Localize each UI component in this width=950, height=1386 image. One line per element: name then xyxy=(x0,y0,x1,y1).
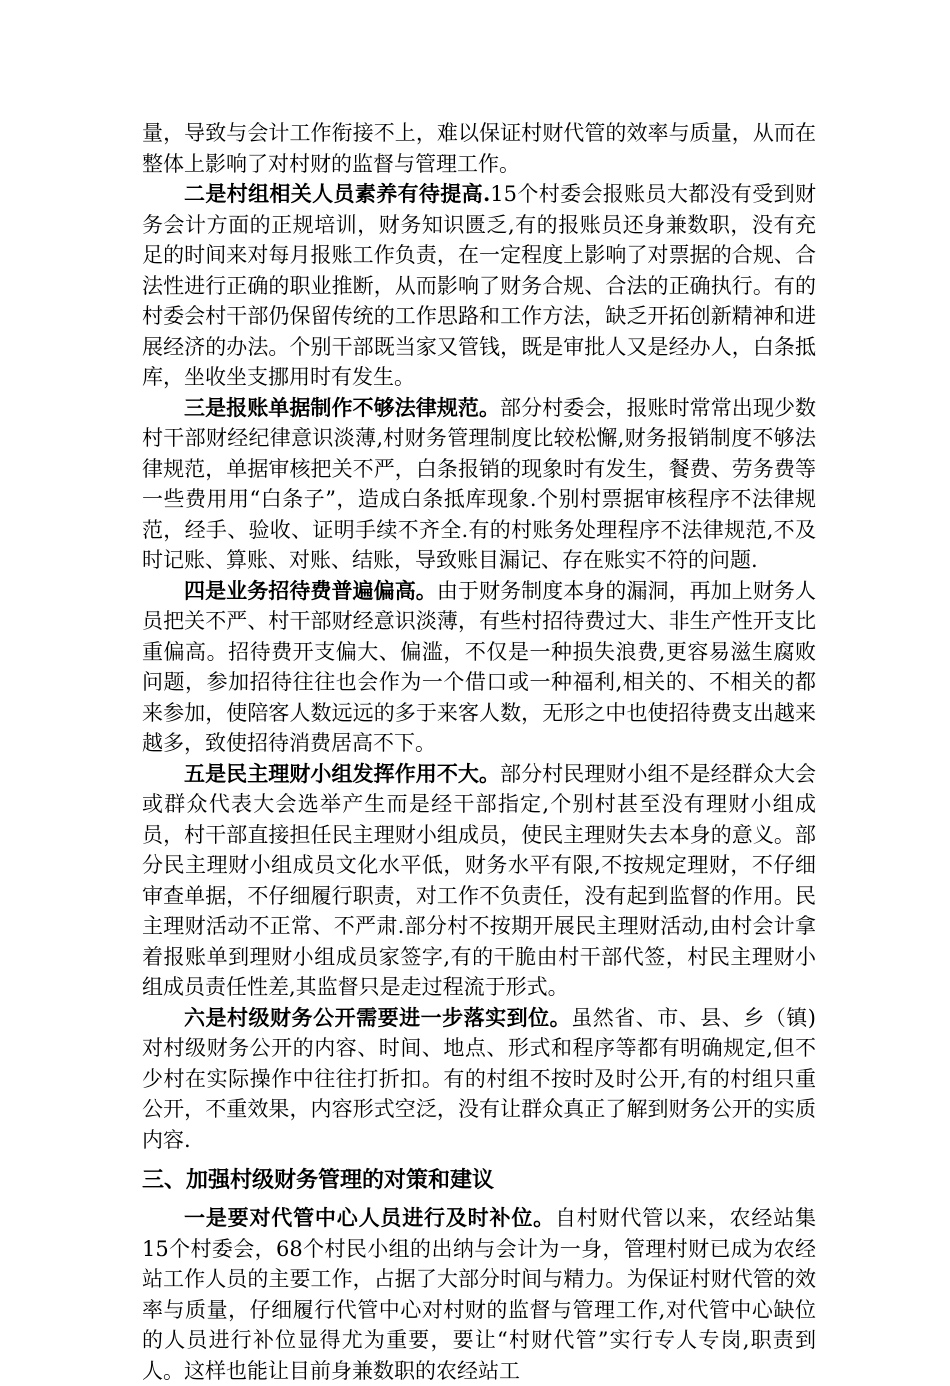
paragraph-3 xyxy=(142,576,816,759)
paragraph-text: 由于财务制度本身的漏洞，再加上财务人员把关不严、村干部财经意识淡薄，有些村招待费过大、非生产性开支比重偏高。招待费开支偏大、偏滥，不仅是一种损失浪费,更容易滋生腐败问题，参加招待往往也会作为一个借口或一种福利,相关的、不相关的都来参加，使陪客人数远远的多于来客人数，无形之中也使招待费支出越来越多，致使招待消费居高不下。 xyxy=(142,578,816,755)
paragraph-lead: 五是民主理财小组发挥作用不大。 xyxy=(184,760,501,786)
paragraph-lead: 六是村级财务公开需要进一步落实到位。 xyxy=(184,1004,572,1030)
paragraph-lead: 三是报账单据制作不够法律规范。 xyxy=(184,394,501,420)
paragraph-text: 15个村委会报账员大都没有受到财务会计方面的正规培训，财务知识匮乏,有的报账员还身兼数职，没有充足的时间来对每月报账工作负责，在一定程度上影响了对票据的合规、合法性进行正确的职业推断，从而影响了财务合规、合法的正确执行。有的村委会村干部仍保留传统的工作思路和工作方法，缺乏开拓创新精神和进展经济的办法。个别干部既当家又管钱，既是审批人又是经办人，白条抵库，坐收坐支挪用时有发生。 xyxy=(142,182,816,389)
paragraph-5 xyxy=(142,1003,816,1156)
paragraph-4 xyxy=(142,759,816,1003)
paragraph-2 xyxy=(142,393,816,576)
paragraph-lead: 一是要对代管中心人员进行及时补位。 xyxy=(184,1205,555,1230)
paragraph-1 xyxy=(142,179,816,393)
paragraph-lead: 二是村组相关人员素养有待提高. xyxy=(184,181,491,206)
paragraph-text: 部分村民理财小组不是经群众大会或群众代表大会选举产生而是经干部指定,个别村甚至没有理财小组成员，村干部直接担任民主理财小组成员，使民主理财失去本身的意义。部分民主理财小组成员文化水平低，财务水平有限,不按规定理财，不仔细审查单据，不仔细履行职责，对工作不负责任，没有起到监督的作用。民主理财活动不正常、不严肃.部分村不按期开展民主理财活动,由村会计拿着报账单到理财小组成员家签字,有的干脆由村干部代签，村民主理财小组成员责任性差,其监督只是走过程流于形式。 xyxy=(142,761,817,999)
paragraph-text: 量，导致与会计工作衔接不上，难以保证村财代管的效率与质量，从而在整体上影响了对村财的监督与管理工作。 xyxy=(142,121,816,176)
paragraph-0 xyxy=(142,118,816,179)
paragraph-text: 部分村委会，报账时常常出现少数村干部财经纪律意识淡薄,村财务管理制度比较松懈,财务报销制度不够法律规范，单据审核把关不严，白条报销的现象时有发生，餐费、劳务费等一些费用用“白条子”，造成白条抵库现象.个别村票据审核程序不法律规范，经手、验收、证明手续不齐全.有的村账务处理程序不法律规范,不及时记账、算账、对账、结账，导致账目漏记、存在账实不符的问题. xyxy=(142,395,817,572)
document-page xyxy=(142,118,816,1386)
paragraph-text: 自村财代管以来，农经站集15个村委会，68个村民小组的出纳与会计为一身，管理村财已成为农经站工作人员的主要工作，占据了大部分时间与精力。为保证村财代管的效率与质量，仔细履行代管中心对村财的监督与管理工作,对代管中心缺位的人员进行补位显得尤为重要，要让“村财代管”实行专人专岗,职责到人。这样也能让目前身兼数职的农经站工 xyxy=(142,1206,817,1383)
paragraph-lead: 四是业务招待费普遍偏高。 xyxy=(184,577,437,603)
paragraph-text: 虽然省、市、县、乡（镇)对村级财务公开的内容、时间、地点、形式和程序等都有明确规定,但不少村在实际操作中往往打折扣。有的村组不按时及时公开,有的村组只重公开，不重效果，内容形式空泛，没有让群众真正了解到财务公开的实质内容. xyxy=(142,1005,816,1152)
paragraph-6 xyxy=(142,1203,816,1386)
section-heading: 三、加强村级财务管理的对策和建议 xyxy=(142,1167,495,1193)
